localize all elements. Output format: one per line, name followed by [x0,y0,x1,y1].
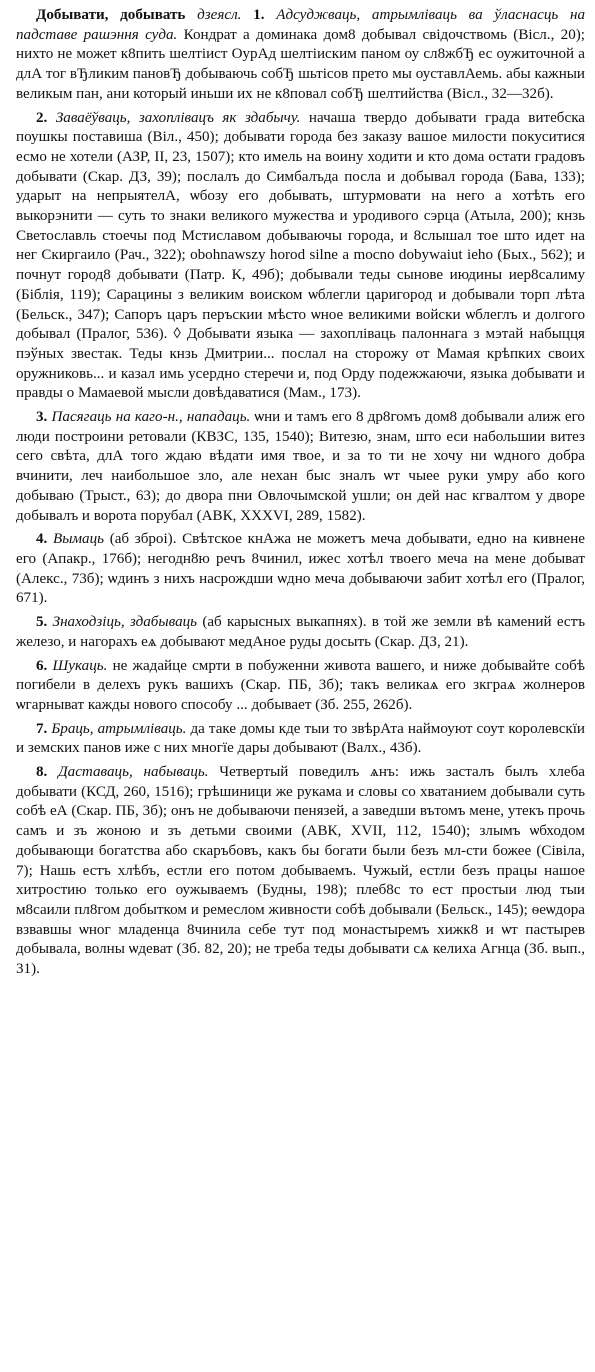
sense-gloss: Заваёўваць, захоплівацъ як здабычу. [55,109,301,126]
sense-citations: Четвертый поведилъ ѧнъ: ижь засталъ былъ хлеба добывати (КСД, 260, 1516); грѣшиници же рукама и словы со хватанием добывали суть собѣ еА (Скар. ПБ, 3б); онъ не добываючи пенязей, а заведши вътомъ мене, утекъ прочь самъ и зъ жоною и зъ детьми своими (АВК, XVII, 112, 1540); злымъ ѡбходом добывающи богатства або скаръбовъ, какъ бы богати были безъ мл-сти божее (Сівіла, 7); Нашь естъ хлѣбъ, естли его потом добываемъ. Чужый, естли безъ працы нашое хитростию только его оужываемъ (Будны, 198); плеб8с то ест простыи люд тыи м8саили пл8гом добытком и ремеслом живности собѣ добывали (Бельск., 145); ѳеѡдора взвавшы ѡног младенца 8чинила себе тут под монастыремъ хижк8 и ѡт пастырев добывала, волны ѡдеват (Зб. 82, 20); не треба теды добывати сѧ келиха Агнца (Зб. вып., 31). [16,764,585,978]
sense-4 [16,530,585,609]
sense-8 [16,763,585,980]
sense-number: 8. [36,764,48,781]
sense-number: 1. [253,7,265,23]
sense-number: 4. [36,531,48,548]
sense-citations: (аб карысных выкапнях). в той же земли вѣ камений естъ железо, и нагорахъ еѧ добывают медАное руды досыть (Скар. ДЗ, 21). [16,614,585,650]
sense-3 [16,408,585,526]
sense-gloss: Пасягаць на каго-н., нападаць. [51,409,251,426]
sense-citations: да таке домы кде тыи то звѣрАта наймоуют соут королевскїи и земских панов иже с них многїе дары добывают (Валх., 43б). [16,720,586,757]
sense-gloss: Браць, атрымліваць. [51,720,187,737]
headword: Добывати, добывать [36,7,186,23]
sense-7 [16,720,585,759]
sense-5 [16,613,585,652]
sense-citations: (аб зброі). Свѣтское кнАжа не можетъ меча добывати, едно на кивнене его (Апакр., 176б); негодн8ю речъ 8чинил, ижес хотѣл твоего меча на мене добыват (Алекс., 73б); ѡдинъ з нихъ насрождши ѡдно меча добываючи забит хотѣл его (Пралог, 671). [16,531,585,607]
sense-citations: начаша твердо добывати града витебска поушкы поставиша (Віл., 450); добывати города без заказу вашое милости покуситися есмо не хотели (АЗР, II, 23, 1507); кто имель на воину ходити и кто дома остати градовъ добывати (Скар. ДЗ, 39); послалъ до Симбалъда посла и добывал города (Бава, 133); ударыт на непрыятелА, ѡбозу его добывать, штурмовати на него а хотѣть его выкорэнити — суть то знаки великого мужества и уродивого сэрца (Атыла, 200); кнзь Светославль стоечы под Мстиславом добываючы города, и 8слышал тое што идет на нег Скиргаило (Рач., 322); obohnawszy horod silne a mocno dobywaiut ieho (Быx., 562); и почнут город8 добывати (Патр. К, 49б); добывали теды сынове июдины иер8салиму (Біблія, 119); Сарацины з великим воиском ѡблегли царигород и добывали торп лѣта (Бельск., 347); Сапоръ царъ перъскии мѣсто ѡное великими войски ѡблеглъ и долгого добывал (Пралог, 536). ◊ Добывати языка — захопліваць палоннага з мэтай набыцця пэўных звестак. Теды кнзь Дмитрии... послал на сторожу от Мамая крѣпких своих оружниковь... и казал имь усердно стеречи и, под Орду подежжаючи, языка добывати и правды о Мамаевой мысли довѣдаватися (Мам., 173). [16,109,585,402]
sense-gloss: Шукаць. [52,657,108,674]
sense-number: 5. [36,614,48,631]
sense-number: 7. [36,720,48,737]
sense-gloss: Вымаць [52,531,105,548]
sense-citations: ѡни и тамъ его 8 др8гомъ дом8 добывали алиж его люди построини ретовали (КВЗС, 135, 1540); Витезю, знам, што еси набольшии витез сего свѣта, длА того ждаю вѣдати имя твое, и за то ти не хочу ни ѡдного добра вчинити, леч наибольшое зло, але нехан быс зналъ ѡт чыее руки умру або кого добываю (Трыст., 63); до двора пни Овлочымской ушли; он дей нас кгвалтом у дворе добывалъ и ворота порубал (АВК, XXXVI, 289, 1582). [16,409,585,524]
sense-citations: не жадайце смрти в побуженни живота вашего, и ниже добывайте собѣ погибели в делехъ рукъ вашихъ (Скар. ПБ, 3б); такъ великаѧ его зкграѧ жолнеров ѡгарныват кажды нового способу ... добывает (Зб. 255, 262б). [16,657,585,713]
sense-number: 2. [36,109,48,126]
sense-gloss: Адсуджваць, атрымліваць ва ўласнасць на падставе рашэння суда. [16,7,586,43]
part-of-speech: дзеясл. [197,7,242,23]
sense-number: 3. [36,409,48,426]
sense-1 [16,6,585,105]
sense-number: 6. [36,657,48,674]
sense-citations: Кондрат а доминака дом8 добывал свідочствомь (Вісл., 20); нихто не может к8пить шелтіист ОурАд шелтіиским паном оу сл8жбЂ ес оужиточной а длА тог вЂликим пановЂ добываючь собЂ шьтісов прето мы оуставлАемь. абы кажныи великым пан, ани который иньши их не к8повал собЂ шелтийства (Вісл., 32—32б). [16,26,585,102]
sense-gloss: Даставаць, набываць. [58,764,209,781]
sense-gloss: Знаходзіць, здабываць [52,614,198,631]
sense-6 [16,657,585,716]
sense-2 [16,109,585,405]
